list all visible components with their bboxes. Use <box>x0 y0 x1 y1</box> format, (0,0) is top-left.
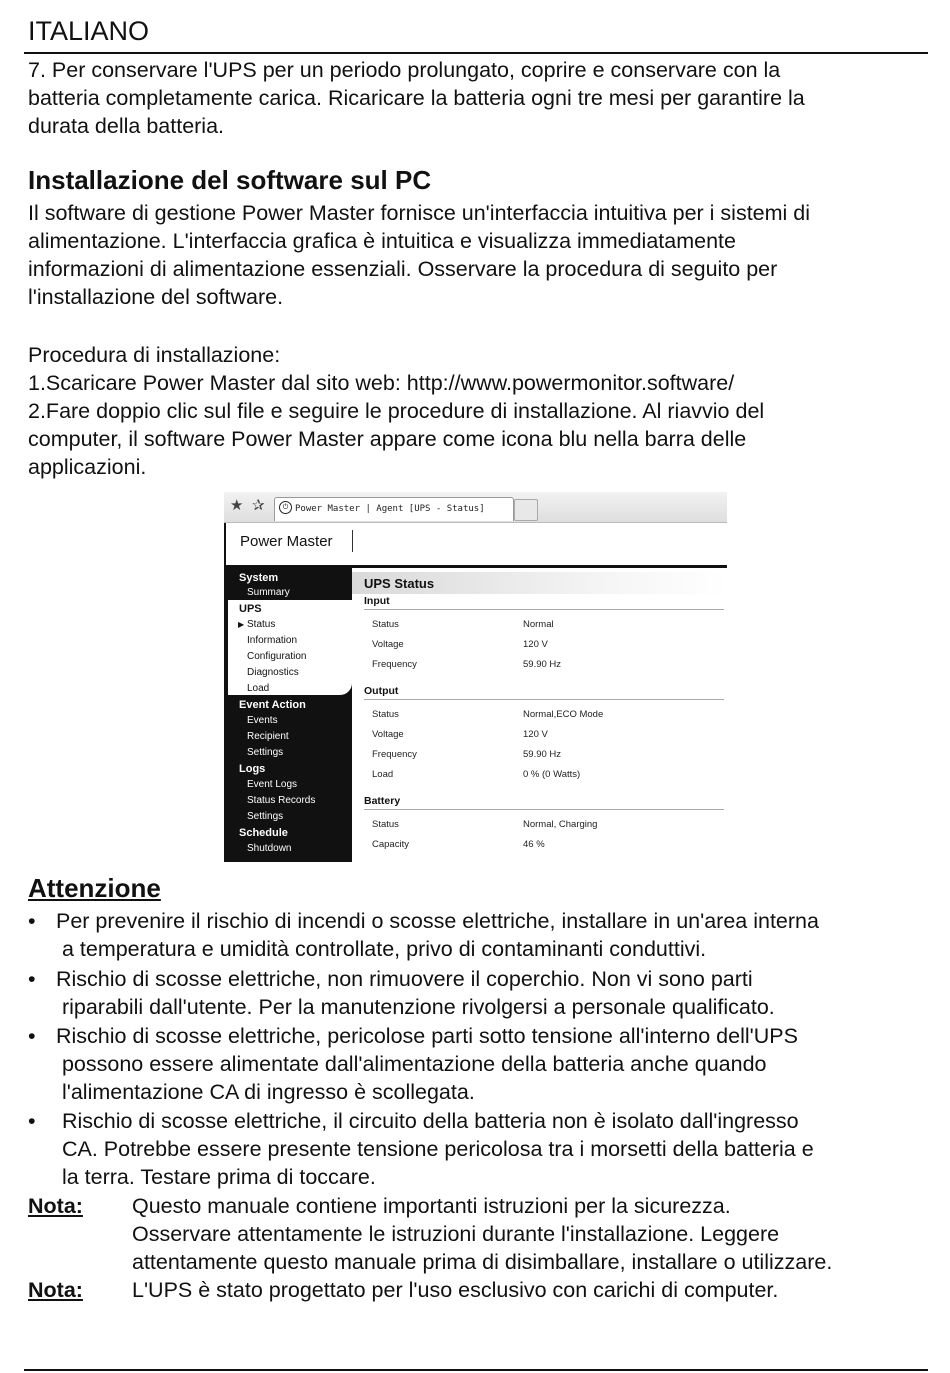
bullet-dot: • <box>28 1024 36 1048</box>
note-label: Nota: <box>28 1278 83 1302</box>
footer-rule <box>24 1369 928 1371</box>
new-tab-button <box>514 499 538 521</box>
battery-capacity-value: 46 % <box>523 839 545 850</box>
note-label: Nota: <box>28 1194 83 1218</box>
output-frequency-value: 59.90 Hz <box>523 749 562 760</box>
bullet-dot: • <box>28 967 36 991</box>
output-load-label: Load <box>372 769 394 780</box>
sidebar-item-settings-logs: Settings <box>247 811 284 822</box>
output-voltage-label: Voltage <box>372 729 404 740</box>
input-status-value: Normal <box>523 619 554 630</box>
screenshot-sidebar <box>224 568 352 862</box>
browser-toolbar <box>224 492 727 523</box>
output-voltage-value: 120 V <box>523 729 548 740</box>
browser-tab-title: Power Master | Agent [UPS - Status] <box>295 504 485 514</box>
sidebar-item-events: Events <box>247 715 278 726</box>
sidebar-item-configuration: Configuration <box>247 651 307 662</box>
procedure-step-2: 2.Fare doppio clic sul file e seguire le procedure di installazione. Al riavvio del computer, il software Power Master appare come icona blu nella barra delle applicazioni. <box>28 399 765 479</box>
power-master-screenshot <box>224 492 727 862</box>
input-frequency-label: Frequency <box>372 659 417 670</box>
output-load-value: 0 % (0 Watts) <box>523 769 581 780</box>
input-section-rule <box>364 609 724 610</box>
sidebar-head-system: System <box>239 572 279 584</box>
sidebar-item-status: Status <box>247 619 276 630</box>
screenshot-content <box>352 568 727 862</box>
sidebar-item-information: Information <box>247 635 298 646</box>
sidebar-item-recipient: Recipient <box>247 731 289 742</box>
bullet-dot: • <box>28 909 36 933</box>
warning-bullet-1: Per prevenire il rischio di incendi o scosse elettriche, installare in un'area interna a temperatura e umidità controllate, privo di contaminanti conduttivi. <box>55 909 819 961</box>
input-voltage-label: Voltage <box>372 639 404 650</box>
input-section-heading: Input <box>364 595 390 607</box>
language-header: ITALIANO <box>28 16 150 46</box>
selected-arrow-icon: ▶ <box>238 620 245 629</box>
procedure-label: Procedura di installazione: <box>28 343 281 367</box>
sidebar-head-ups: UPS <box>239 603 262 615</box>
output-section-rule <box>364 699 724 700</box>
storage-paragraph: 7. Per conservare l'UPS per un periodo prolungato, coprire e conservare con la batteria completamente carica. Ricaricare la batteria ogni tre mesi per garantire la durata della batteria. <box>28 58 805 138</box>
brand-name: Power Master <box>240 533 333 550</box>
sidebar-head-logs: Logs <box>239 763 266 775</box>
warning-bullet-4: Rischio di scosse elettriche, il circuito della batteria non è isolato dall'ingresso CA. Potrebbe essere presente tensione pericolosa tra i morsetti della batteria e la terra. Testare prima di toccare. <box>61 1109 814 1189</box>
ups-status-title: UPS Status <box>364 576 435 591</box>
bullet-dot: • <box>28 1109 36 1133</box>
sidebar-item-settings-ea: Settings <box>247 747 284 758</box>
input-voltage-value: 120 V <box>523 639 548 650</box>
output-frequency-label: Frequency <box>372 749 417 760</box>
power-icon: ⏻ <box>279 501 292 514</box>
input-status-label: Status <box>372 619 399 630</box>
text-cursor <box>352 530 353 552</box>
warning-bullet-3: Rischio di scosse elettriche, pericolose parti sotto tensione all'interno dell'UPS possono essere alimentate dall'alimentazione della batteria anche quando l'alimentazione CA di ingresso è scollegata. <box>55 1024 798 1104</box>
sidebar-item-shutdown: Shutdown <box>247 843 292 854</box>
sidebar-head-schedule: Schedule <box>239 827 288 839</box>
note-text: Questo manuale contiene importanti istruzioni per la sicurezza. Osservare attentamente le istruzioni durante l'installazione. Leggere attentamente questo manuale prima di disimballare, installare o utilizzare. <box>132 1194 833 1274</box>
favorites-star-icon: ★ <box>230 497 244 514</box>
sidebar-item-load: Load <box>247 683 270 694</box>
sidebar-item-status-records: Status Records <box>247 795 316 806</box>
input-frequency-value: 59.90 Hz <box>523 659 562 670</box>
sidebar-item-summary: Summary <box>247 587 290 598</box>
sidebar-item-diagnostics: Diagnostics <box>247 667 299 678</box>
header-rule <box>24 52 928 54</box>
sidebar-head-event-action: Event Action <box>239 699 306 711</box>
sidebar-item-event-logs: Event Logs <box>247 779 298 790</box>
battery-section-heading: Battery <box>364 795 401 807</box>
output-status-label: Status <box>372 709 399 720</box>
battery-section-rule <box>364 809 724 810</box>
battery-status-label: Status <box>372 819 399 830</box>
install-paragraph: Il software di gestione Power Master fornisce un'interfaccia intuitiva per i sistemi di alimentazione. L'interfaccia grafica è intuitica e visualizza immediatamente informazioni di alimentazione essenziali. Osservare la procedura di seguito per l'installazione del software. <box>28 201 811 309</box>
output-status-value: Normal,ECO Mode <box>523 709 604 720</box>
battery-status-value: Normal, Charging <box>523 819 598 830</box>
procedure-step-1: 1.Scaricare Power Master dal sito web: http://www.powermonitor.software/ <box>28 371 735 395</box>
add-favorites-icon: ✰ <box>252 497 265 514</box>
install-heading: Installazione del software sul PC <box>28 165 432 195</box>
output-section-heading: Output <box>364 685 399 697</box>
browser-tab <box>274 497 514 521</box>
warning-bullet-2: Rischio di scosse elettriche, non rimuovere il coperchio. Non vi sono parti riparabili dall'utente. Per la manutenzione rivolgersi a personale qualificato. <box>55 967 775 1019</box>
warning-heading: Attenzione <box>28 873 161 903</box>
note-text: L'UPS è stato progettato per l'uso esclusivo con carichi di computer. <box>132 1278 779 1302</box>
battery-capacity-label: Capacity <box>372 839 409 850</box>
